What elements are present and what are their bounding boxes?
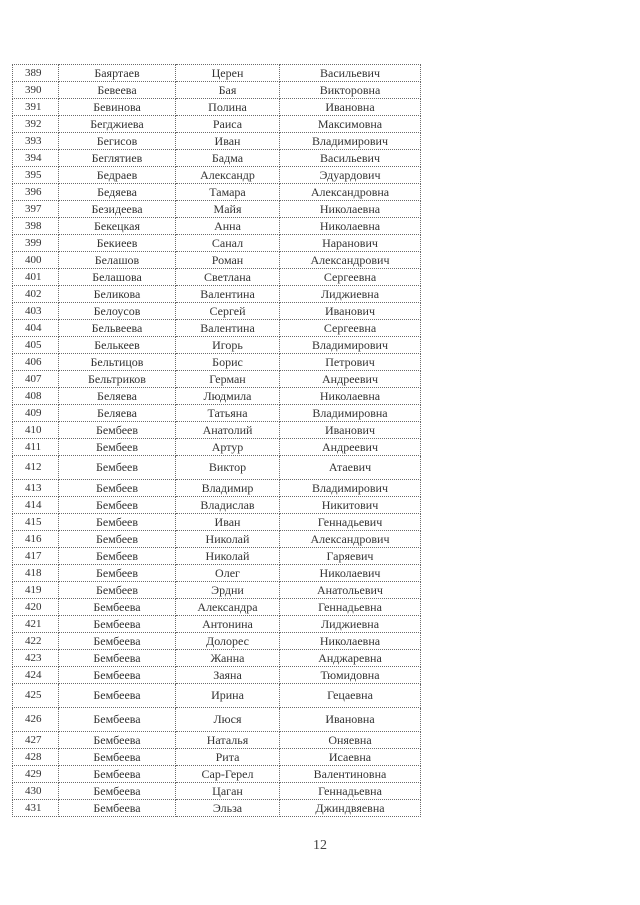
table-row	[13, 201, 421, 218]
table-row	[13, 252, 421, 269]
table-row	[13, 405, 421, 422]
patronymic-cell: Викторовна	[280, 82, 421, 99]
patronymic-cell: Петрович	[280, 354, 421, 371]
patronymic-cell: Атаевич	[280, 456, 421, 480]
row-number-cell: 416	[13, 531, 59, 548]
row-number-cell: 403	[13, 303, 59, 320]
patronymic-cell: Ивановна	[280, 708, 421, 732]
last-name-cell: Беляева	[59, 405, 176, 422]
table-row	[13, 783, 421, 800]
row-number-cell: 409	[13, 405, 59, 422]
patronymic-cell: Ивановна	[280, 99, 421, 116]
last-name-cell: Бембеева	[59, 749, 176, 766]
first-name-cell: Иван	[176, 514, 280, 531]
last-name-cell: Бельвеева	[59, 320, 176, 337]
table-row	[13, 303, 421, 320]
table-row	[13, 269, 421, 286]
last-name-cell: Белашова	[59, 269, 176, 286]
patronymic-cell: Андреевич	[280, 371, 421, 388]
table-row	[13, 371, 421, 388]
first-name-cell: Николай	[176, 531, 280, 548]
patronymic-cell: Исаевна	[280, 749, 421, 766]
row-number-cell: 402	[13, 286, 59, 303]
table-row	[13, 766, 421, 783]
table-row	[13, 633, 421, 650]
table-row	[13, 235, 421, 252]
patronymic-cell: Анатольевич	[280, 582, 421, 599]
row-number-cell: 392	[13, 116, 59, 133]
first-name-cell: Эрдни	[176, 582, 280, 599]
first-name-cell: Роман	[176, 252, 280, 269]
table-row	[13, 184, 421, 201]
last-name-cell: Бекецкая	[59, 218, 176, 235]
row-number-cell: 393	[13, 133, 59, 150]
table-row	[13, 167, 421, 184]
patronymic-cell: Никитович	[280, 497, 421, 514]
first-name-cell: Тамара	[176, 184, 280, 201]
last-name-cell: Бельтицов	[59, 354, 176, 371]
first-name-cell: Наталья	[176, 732, 280, 749]
patronymic-cell: Геннадьевна	[280, 783, 421, 800]
row-number-cell: 404	[13, 320, 59, 337]
last-name-cell: Бембеев	[59, 548, 176, 565]
first-name-cell: Ирина	[176, 684, 280, 708]
first-name-cell: Цаган	[176, 783, 280, 800]
first-name-cell: Игорь	[176, 337, 280, 354]
last-name-cell: Бевинова	[59, 99, 176, 116]
last-name-cell: Беглятиев	[59, 150, 176, 167]
row-number-cell: 389	[13, 65, 59, 82]
last-name-cell: Бембеев	[59, 531, 176, 548]
first-name-cell: Татьяна	[176, 405, 280, 422]
patronymic-cell: Владимирович	[280, 337, 421, 354]
patronymic-cell: Тюмидовна	[280, 667, 421, 684]
row-number-cell: 414	[13, 497, 59, 514]
last-name-cell: Бембеев	[59, 480, 176, 497]
patronymic-cell: Анджаревна	[280, 650, 421, 667]
row-number-cell: 423	[13, 650, 59, 667]
last-name-cell: Бембеев	[59, 439, 176, 456]
row-number-cell: 405	[13, 337, 59, 354]
last-name-cell: Бембеев	[59, 514, 176, 531]
last-name-cell: Бедраев	[59, 167, 176, 184]
first-name-cell: Владислав	[176, 497, 280, 514]
patronymic-cell: Иванович	[280, 303, 421, 320]
row-number-cell: 400	[13, 252, 59, 269]
first-name-cell: Александра	[176, 599, 280, 616]
table-row	[13, 708, 421, 732]
row-number-cell: 421	[13, 616, 59, 633]
table-row	[13, 749, 421, 766]
patronymic-cell: Васильевич	[280, 150, 421, 167]
first-name-cell: Раиса	[176, 116, 280, 133]
first-name-cell: Людмила	[176, 388, 280, 405]
row-number-cell: 394	[13, 150, 59, 167]
last-name-cell: Беляева	[59, 388, 176, 405]
table-row	[13, 133, 421, 150]
last-name-cell: Бембеева	[59, 732, 176, 749]
table-row	[13, 320, 421, 337]
patronymic-cell: Лиджиевна	[280, 286, 421, 303]
row-number-cell: 396	[13, 184, 59, 201]
table-row	[13, 582, 421, 599]
table-row	[13, 732, 421, 749]
row-number-cell: 408	[13, 388, 59, 405]
table-row	[13, 548, 421, 565]
first-name-cell: Валентина	[176, 286, 280, 303]
row-number-cell: 401	[13, 269, 59, 286]
row-number-cell: 415	[13, 514, 59, 531]
first-name-cell: Санал	[176, 235, 280, 252]
first-name-cell: Светлана	[176, 269, 280, 286]
last-name-cell: Белоусов	[59, 303, 176, 320]
row-number-cell: 407	[13, 371, 59, 388]
first-name-cell: Анна	[176, 218, 280, 235]
table-row	[13, 150, 421, 167]
patronymic-cell: Сергеевна	[280, 320, 421, 337]
last-name-cell: Бегджиева	[59, 116, 176, 133]
last-name-cell: Бембеева	[59, 783, 176, 800]
names-table-body	[13, 65, 421, 817]
first-name-cell: Александр	[176, 167, 280, 184]
page-number: 12	[313, 838, 327, 853]
last-name-cell: Бембеев	[59, 582, 176, 599]
table-row	[13, 218, 421, 235]
last-name-cell: Бедяева	[59, 184, 176, 201]
patronymic-cell: Александрович	[280, 252, 421, 269]
table-row	[13, 800, 421, 817]
last-name-cell: Бембеева	[59, 633, 176, 650]
row-number-cell: 411	[13, 439, 59, 456]
table-row	[13, 456, 421, 480]
table-row	[13, 565, 421, 582]
first-name-cell: Борис	[176, 354, 280, 371]
row-number-cell: 429	[13, 766, 59, 783]
row-number-cell: 406	[13, 354, 59, 371]
first-name-cell: Сергей	[176, 303, 280, 320]
last-name-cell: Бембеева	[59, 684, 176, 708]
last-name-cell: Бекиеев	[59, 235, 176, 252]
first-name-cell: Олег	[176, 565, 280, 582]
first-name-cell: Анатолий	[176, 422, 280, 439]
patronymic-cell: Наранович	[280, 235, 421, 252]
patronymic-cell: Николаевна	[280, 633, 421, 650]
first-name-cell: Заяна	[176, 667, 280, 684]
first-name-cell: Рита	[176, 749, 280, 766]
patronymic-cell: Сергеевна	[280, 269, 421, 286]
last-name-cell: Бегисов	[59, 133, 176, 150]
last-name-cell: Бембеева	[59, 667, 176, 684]
row-number-cell: 424	[13, 667, 59, 684]
first-name-cell: Бая	[176, 82, 280, 99]
last-name-cell: Бельтриков	[59, 371, 176, 388]
last-name-cell: Бембеев	[59, 565, 176, 582]
first-name-cell: Виктор	[176, 456, 280, 480]
first-name-cell: Владимир	[176, 480, 280, 497]
patronymic-cell: Оняевна	[280, 732, 421, 749]
last-name-cell: Бембеева	[59, 766, 176, 783]
patronymic-cell: Владимирович	[280, 480, 421, 497]
table-row	[13, 439, 421, 456]
first-name-cell: Церен	[176, 65, 280, 82]
row-number-cell: 430	[13, 783, 59, 800]
first-name-cell: Бадма	[176, 150, 280, 167]
patronymic-cell: Андреевич	[280, 439, 421, 456]
patronymic-cell: Васильевич	[280, 65, 421, 82]
row-number-cell: 427	[13, 732, 59, 749]
last-name-cell: Бембеев	[59, 456, 176, 480]
last-name-cell: Безидеева	[59, 201, 176, 218]
row-number-cell: 418	[13, 565, 59, 582]
first-name-cell: Артур	[176, 439, 280, 456]
row-number-cell: 419	[13, 582, 59, 599]
row-number-cell: 397	[13, 201, 59, 218]
row-number-cell: 398	[13, 218, 59, 235]
row-number-cell: 425	[13, 684, 59, 708]
table-row	[13, 65, 421, 82]
names-table	[12, 64, 421, 817]
row-number-cell: 413	[13, 480, 59, 497]
patronymic-cell: Николаевна	[280, 388, 421, 405]
table-row	[13, 480, 421, 497]
row-number-cell: 422	[13, 633, 59, 650]
table-row	[13, 514, 421, 531]
table-row	[13, 286, 421, 303]
row-number-cell: 410	[13, 422, 59, 439]
table-row	[13, 422, 421, 439]
patronymic-cell: Гаряевич	[280, 548, 421, 565]
row-number-cell: 412	[13, 456, 59, 480]
first-name-cell: Полина	[176, 99, 280, 116]
table-row	[13, 99, 421, 116]
first-name-cell: Валентина	[176, 320, 280, 337]
patronymic-cell: Геннадьевна	[280, 599, 421, 616]
patronymic-cell: Джиндвяевна	[280, 800, 421, 817]
patronymic-cell: Владимирович	[280, 133, 421, 150]
patronymic-cell: Александрович	[280, 531, 421, 548]
row-number-cell: 399	[13, 235, 59, 252]
table-row	[13, 599, 421, 616]
row-number-cell: 426	[13, 708, 59, 732]
patronymic-cell: Эдуардович	[280, 167, 421, 184]
table-row	[13, 337, 421, 354]
last-name-cell: Беликова	[59, 286, 176, 303]
row-number-cell: 428	[13, 749, 59, 766]
patronymic-cell: Николаевна	[280, 218, 421, 235]
row-number-cell: 417	[13, 548, 59, 565]
first-name-cell: Жанна	[176, 650, 280, 667]
last-name-cell: Бембеева	[59, 708, 176, 732]
first-name-cell: Майя	[176, 201, 280, 218]
table-row	[13, 684, 421, 708]
first-name-cell: Антонина	[176, 616, 280, 633]
table-row	[13, 388, 421, 405]
last-name-cell: Баяртаев	[59, 65, 176, 82]
table-row	[13, 354, 421, 371]
last-name-cell: Бембеев	[59, 422, 176, 439]
row-number-cell: 391	[13, 99, 59, 116]
last-name-cell: Бембеева	[59, 650, 176, 667]
table-row	[13, 497, 421, 514]
row-number-cell: 395	[13, 167, 59, 184]
patronymic-cell: Владимировна	[280, 405, 421, 422]
first-name-cell: Сар-Герел	[176, 766, 280, 783]
row-number-cell: 431	[13, 800, 59, 817]
row-number-cell: 390	[13, 82, 59, 99]
last-name-cell: Бембеев	[59, 497, 176, 514]
table-row	[13, 82, 421, 99]
patronymic-cell: Александровна	[280, 184, 421, 201]
first-name-cell: Люся	[176, 708, 280, 732]
patronymic-cell: Гецаевна	[280, 684, 421, 708]
patronymic-cell: Геннадьевич	[280, 514, 421, 531]
first-name-cell: Иван	[176, 133, 280, 150]
patronymic-cell: Николаевна	[280, 201, 421, 218]
first-name-cell: Николай	[176, 548, 280, 565]
table-row	[13, 667, 421, 684]
last-name-cell: Бевеева	[59, 82, 176, 99]
first-name-cell: Долорес	[176, 633, 280, 650]
first-name-cell: Эльза	[176, 800, 280, 817]
patronymic-cell: Валентиновна	[280, 766, 421, 783]
patronymic-cell: Иванович	[280, 422, 421, 439]
last-name-cell: Бембеева	[59, 616, 176, 633]
last-name-cell: Бембеева	[59, 599, 176, 616]
patronymic-cell: Лиджиевна	[280, 616, 421, 633]
first-name-cell: Герман	[176, 371, 280, 388]
table-row	[13, 616, 421, 633]
last-name-cell: Белашов	[59, 252, 176, 269]
table-row	[13, 531, 421, 548]
patronymic-cell: Николаевич	[280, 565, 421, 582]
table-row	[13, 650, 421, 667]
table-row	[13, 116, 421, 133]
patronymic-cell: Максимовна	[280, 116, 421, 133]
last-name-cell: Бембеева	[59, 800, 176, 817]
row-number-cell: 420	[13, 599, 59, 616]
last-name-cell: Белькеев	[59, 337, 176, 354]
